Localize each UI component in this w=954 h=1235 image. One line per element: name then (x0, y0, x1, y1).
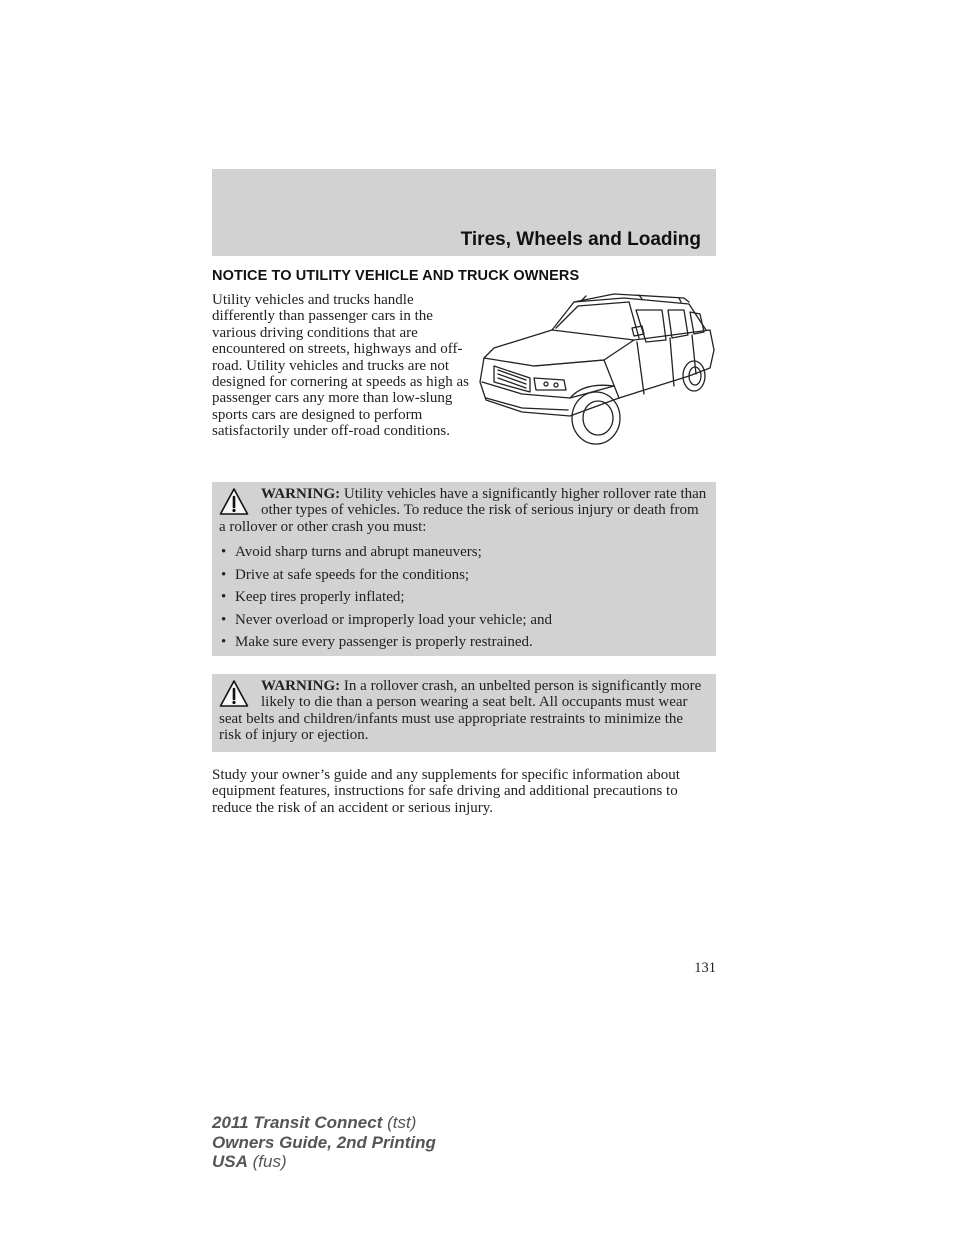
warning-box-rollover (212, 482, 716, 656)
warning-triangle-icon (219, 487, 249, 517)
warning-label: WARNING: (261, 678, 341, 694)
closing-paragraph: Study your owner’s guide and any supplements for specific information about equipment features, instructions for safe driving and additional precautions to reduce the risk of an accident or serious injury. (212, 767, 680, 816)
list-item: • Avoid sharp turns and abrupt maneuvers; (219, 541, 708, 564)
footer (212, 1113, 436, 1172)
warning-box-seatbelt (212, 674, 716, 752)
suv-illustration-icon (474, 290, 719, 445)
list-item: • Never overload or improperly load your vehicle; and (219, 609, 708, 632)
chapter-title: Tires, Wheels and Loading (460, 229, 701, 250)
warning-triangle-icon (219, 679, 249, 709)
header-band (212, 169, 716, 256)
list-item: • Keep tires properly inflated; (219, 586, 708, 609)
list-item: • Make sure every passenger is properly restrained. (219, 631, 708, 654)
warning-label: WARNING: (261, 486, 341, 502)
warning-text: In a rollover crash, an unbelted person is significantly more likely to die than a person wearing a seat belt. All occupants must wear seat belts and children/infants must use appropriate restraints to minimize the risk of injury or ejection. (219, 678, 702, 744)
warning-text: Utility vehicles have a significantly higher rollover rate than other types of vehicles. To reduce the risk of serious injury or death from a rollover or other crash you must: (219, 486, 707, 535)
intro-paragraph: Utility vehicles and trucks handle differently than passenger cars in the various driving conditions that are encountered on streets, highways and off-road. Utility vehicles and trucks are not designed for cornering at speeds as high as passenger cars any more than low-slung sports cars are designed to perform satisfactorily under off-road conditions. (212, 292, 470, 440)
list-item: • Drive at safe speeds for the conditions; (219, 564, 708, 587)
footer-line-3: USA (fus) (212, 1152, 287, 1171)
section-heading: NOTICE TO UTILITY VEHICLE AND TRUCK OWNERS (212, 268, 580, 284)
footer-line-1: 2011 Transit Connect (tst) (212, 1113, 417, 1132)
page-number: 131 (694, 960, 716, 976)
footer-line-2: Owners Guide, 2nd Printing (212, 1132, 436, 1152)
bullet-list (219, 541, 708, 654)
